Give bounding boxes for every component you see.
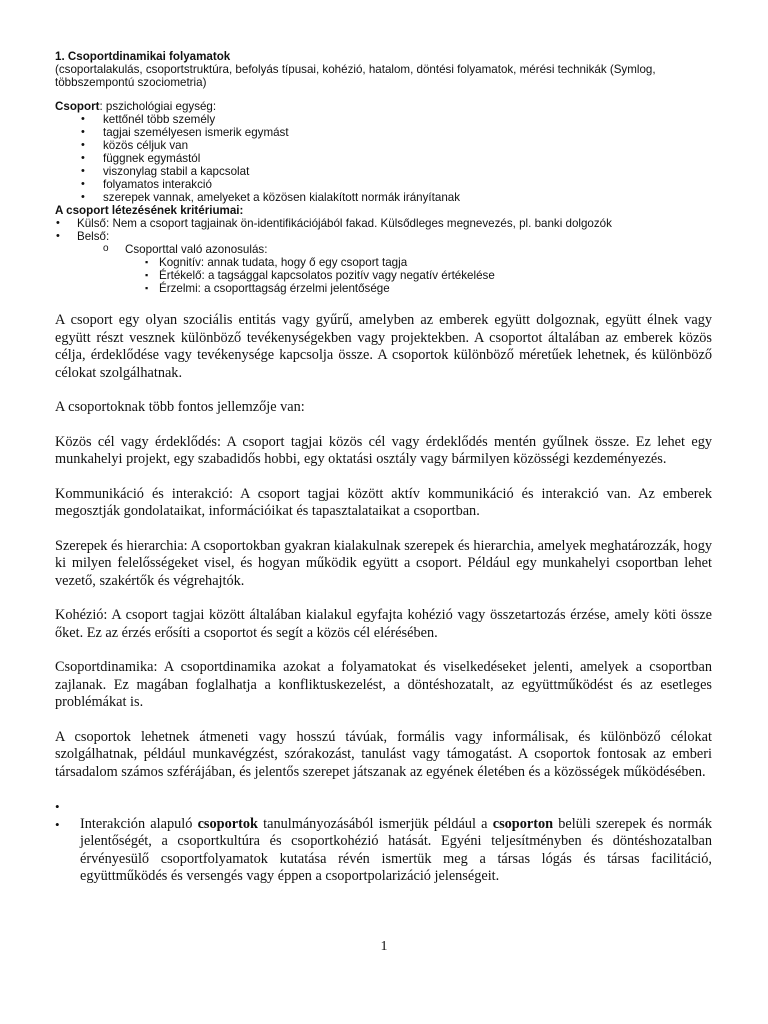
section-subtitle: (csoportalakulás, csoportstruktúra, befolyás típusai, kohézió, hatalom, döntési folyamatok, mérési technikák (Symlog, többszempontú szociometria) bbox=[55, 63, 656, 89]
sublist-item: ▪ Érzelmi: a csoporttagság érzelmi jelentősége bbox=[55, 282, 712, 295]
criteria-internal: • Belső: bbox=[55, 230, 712, 243]
list-item: • kettőnél több személy bbox=[55, 113, 712, 126]
sublist-item: ▪ Kognitív: annak tudata, hogy ő egy csoport tagja bbox=[55, 256, 712, 269]
page-number: 1 bbox=[380, 939, 388, 954]
sublist-item: ▪ Értékelő: a tagsággal kapcsolatos pozitív vagy negatív értékelése bbox=[55, 269, 712, 282]
section-title: 1. Csoportdinamikai folyamatok bbox=[55, 50, 231, 63]
identification-item: o Csoporttal való azonosulás: bbox=[55, 243, 712, 256]
list-item: • szerepek vannak, amelyeket a közösen kialakított normák irányítanak bbox=[55, 191, 712, 204]
empty-bullet bbox=[55, 798, 712, 816]
criteria-list bbox=[55, 217, 712, 243]
definition-list bbox=[55, 113, 712, 204]
paragraph: Szerepek és hierarchia: A csoportokban gyakran kialakulnak szerepek és hierarchia, amelyek meghatározzák, hogy ki milyen felelősségeket visel, és hogyan működik együtt a csoport. Például egy munkahelyi csoportban lehet vezető, szakértők és végrehajtók. bbox=[55, 537, 712, 589]
list-item: • viszonylag stabil a kapcsolat bbox=[55, 165, 712, 178]
list-item: • tagjai személyesen ismerik egymást bbox=[55, 126, 712, 139]
criteria-external: • Külső: Nem a csoport tagjainak ön-identifikációjából fakad. Külsődleges megnevezés, pl. banki dolgozók bbox=[55, 217, 712, 230]
criteria-title: A csoport létezésének kritériumai: bbox=[55, 204, 244, 217]
definition-term: Csoport bbox=[55, 100, 100, 113]
closing-paragraph: • Interakción alapuló csoportok tanulmányozásából ismerjük például a csoporton belüli szerepek és normák jelentőségét, a csoportkultúra és csoportkohézió hatását. Egyéni teljesítményben és döntéshozatalban érvényesülő csoportfolyamatok kutatása révén ismertük meg a társas lógás és társas facilitáció, együttműködés és versengés vagy éppen a csoportpolarizáció jelenségeit. bbox=[55, 816, 712, 886]
definition-line bbox=[55, 100, 712, 113]
list-item: • folyamatos interakció bbox=[55, 178, 712, 191]
paragraph: Kohézió: A csoport tagjai között általában kialakul egyfajta kohézió vagy összetartozás érzése, amely köti össze őket. Ez az érzés erősíti a csoportot és segít a közös cél elérésében. bbox=[55, 607, 712, 641]
paragraph: Kommunikáció és interakció: A csoport tagjai között aktív kommunikáció és interakció van. Az emberek megosztják gondolataikat, információikat és tapasztalataikat a csoportban. bbox=[55, 485, 712, 519]
paragraph: A csoportoknak több fontos jellemzője van: bbox=[55, 399, 305, 415]
paragraph: A csoport egy olyan szociális entitás vagy gyűrű, amelyben az emberek együtt dolgoznak, együtt élnek vagy együtt részt vesznek különböző tevékenységekben vagy projektekben. A csoportot általában az emberek közös célja, érdeklődése vagy tevékenysége kapcsolja össze. A csoportok különböző méretűek lehetnek, és különböző célokat szolgálhatnak. bbox=[55, 312, 712, 381]
paragraph: Közös cél vagy érdeklődés: A csoport tagjai közös cél vagy érdeklődés mentén gyűlnek össze. Ez lehet egy munkahelyi projekt, egy szabadidős hobbi, egy oktatási osztály vagy bármilyen közösségi kezdeményezés. bbox=[55, 433, 712, 467]
document-page bbox=[55, 50, 712, 886]
paragraph: Csoportdinamika: A csoportdinamika azokat a folyamatokat és viselkedéseket jelenti, amelyek a csoportban zajlanak. Ez magában foglalhatja a konfliktuskezelést, a döntéshozatalt, az együttműködést és az esetleges problémákat is. bbox=[55, 659, 712, 710]
paragraph: A csoportok lehetnek átmeneti vagy hosszú távúak, formális vagy informálisak, és különböző célokat szolgálhatnak, például munkavégzést, szórakozást, tanulást vagy támogatást. A csoportok fontosak az emberi társadalom számos szférájában, és jelentős szerepet játszanak az egyének életében és a közösségek működésében. bbox=[55, 728, 712, 780]
list-item: • közös céljuk van bbox=[55, 139, 712, 152]
closing-list bbox=[55, 798, 712, 886]
identification-sublist bbox=[55, 256, 712, 295]
definition-rest: : pszichológiai egység: bbox=[99, 100, 217, 113]
list-item: • függnek egymástól bbox=[55, 152, 712, 165]
identification-list bbox=[55, 243, 712, 256]
